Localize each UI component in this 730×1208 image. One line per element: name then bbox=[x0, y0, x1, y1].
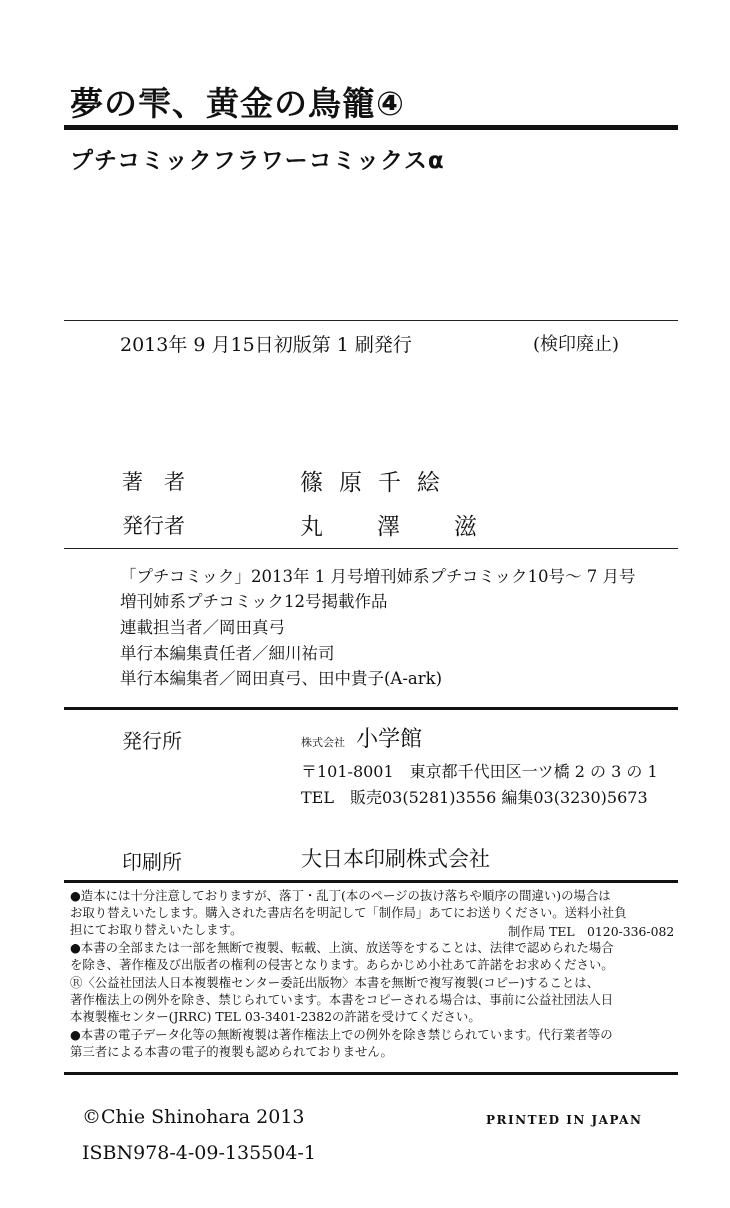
notice-line: ●本書の全部または一部を無断で複製、転載、上演、放送等をすることは、法律で認められた場合 bbox=[70, 940, 614, 955]
isbn: ISBN978-4-09-135504-1 bbox=[82, 1142, 316, 1164]
production-contact: 制作局 TEL 0120-336-082 bbox=[508, 924, 675, 939]
credit-line: 単行本編集責任者／細川祐司 bbox=[120, 644, 335, 663]
issuer-name-text: 丸澤滋 bbox=[300, 514, 531, 540]
seal-note: (検印廃止) bbox=[533, 334, 620, 355]
credit-line: 単行本編集者／岡田真弓、田中貴子(A-ark) bbox=[120, 669, 443, 688]
publication-date: 2013年 9 月15日初版第 1 刷発行 bbox=[120, 334, 412, 356]
publisher-tel: TEL 販売03(5281)3556 編集03(3230)5673 bbox=[301, 788, 648, 807]
author-label: 著 者 bbox=[122, 470, 185, 494]
notice-line: ●造本には十分注意しておりますが、落丁・乱丁(本のページの抜け落ちや順序の間違い)の場合は bbox=[70, 888, 611, 903]
divider bbox=[64, 880, 678, 883]
printer-label: 印刷所 bbox=[122, 850, 182, 874]
notice-line: 第三者による本書の電子的複製も認められておりません。 bbox=[70, 1044, 393, 1059]
issuer-name bbox=[300, 508, 531, 541]
credit-line: 連載担当者／岡田真弓 bbox=[120, 618, 285, 637]
issuer-label: 発行者 bbox=[122, 514, 185, 538]
series-name: プチコミックフラワーコミックスα bbox=[70, 148, 445, 174]
title-rule bbox=[64, 125, 678, 130]
publisher-label: 発行所 bbox=[122, 729, 182, 753]
printed-in: PRINTED IN JAPAN bbox=[486, 1113, 643, 1127]
corp-prefix: 株式会社 bbox=[301, 736, 345, 749]
publisher-address: 〒101-8001 東京都千代田区一ツ橋 2 の 3 の 1 bbox=[301, 762, 658, 781]
author-name: 篠原千絵 bbox=[300, 470, 456, 496]
book-title: 夢の雫、黄金の鳥籠④ bbox=[70, 84, 405, 123]
divider bbox=[64, 1072, 678, 1075]
notice-line: Ⓡ〈公益社団法人日本複製権センター委託出版物〉本書を無断で複写複製(コピー)することは、 bbox=[70, 975, 600, 990]
printer-name: 大日本印刷株式会社 bbox=[301, 847, 490, 871]
notice-line: を除き、著作権及び出版者の権利の侵害となります。あらかじめ小社あて許諾をお求めください。 bbox=[70, 957, 614, 972]
notice-line: 著作権法上の例外を除き、禁じられています。本書をコピーされる場合は、事前に公益社団法人日 bbox=[70, 992, 614, 1007]
divider bbox=[64, 320, 678, 321]
publisher-name-block bbox=[301, 722, 422, 753]
copyright: ©Chie Shinohara 2013 bbox=[82, 1106, 305, 1128]
notice-line: 本複製権センター(JRRC) TEL 03-3401-2382の許諾を受けてください。 bbox=[70, 1009, 481, 1024]
divider bbox=[64, 707, 678, 710]
credit-line: 増刊姉系プチコミック12号掲載作品 bbox=[120, 592, 388, 611]
notice-line: お取り替えいたします。購入された書店名を明記して「制作局」あてにお送りください。送料小社負 bbox=[70, 905, 627, 920]
notice-line: ●本書の電子データ化等の無断複製は著作権法上での例外を除き禁じられています。代行業者等の bbox=[70, 1027, 613, 1042]
divider bbox=[64, 548, 678, 549]
credit-line: 「プチコミック」2013年 1 月号増刊姉系プチコミック10号～ 7 月号 bbox=[120, 567, 636, 586]
publisher-name: 小学館 bbox=[356, 727, 423, 752]
notice-line: 担にてお取り替えいたします。 bbox=[70, 922, 243, 937]
